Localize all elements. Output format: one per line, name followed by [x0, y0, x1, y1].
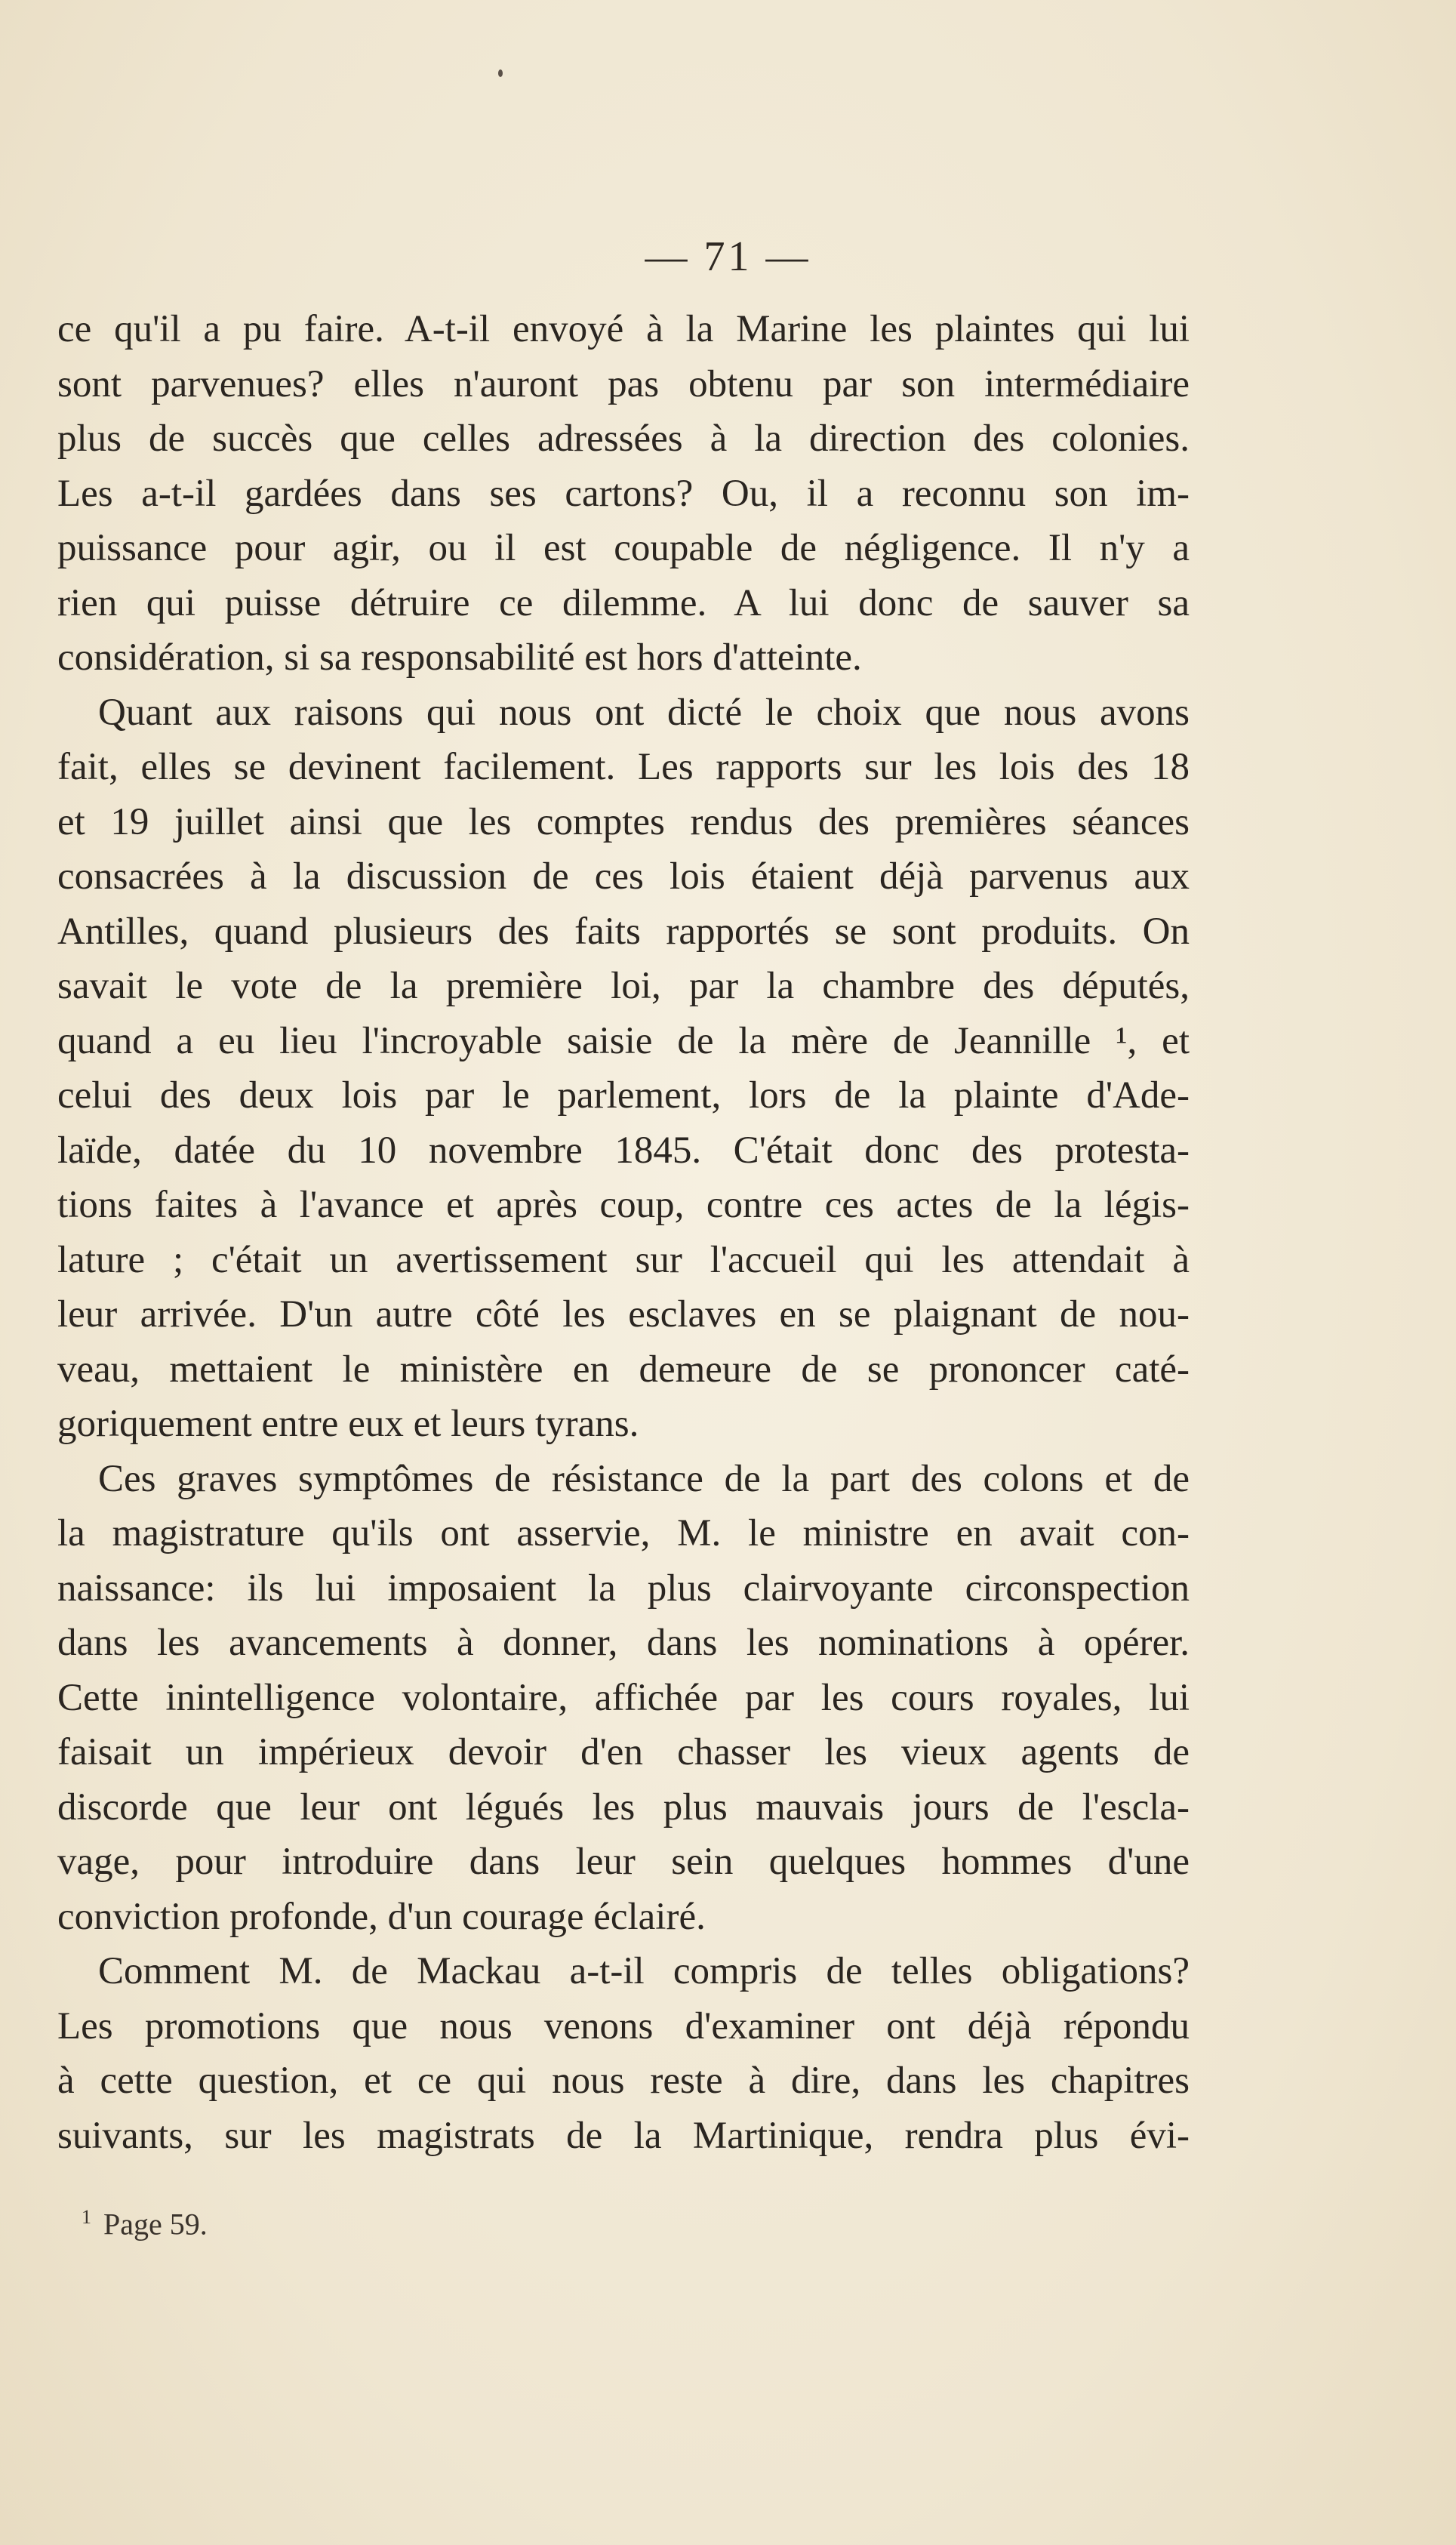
- text-line: sont parvenues? elles n'auront pas obtenu par son intermédiaire: [57, 362, 1190, 405]
- text-line: veau, mettaient le ministère en demeure de se prononcer caté-: [57, 1348, 1190, 1391]
- text-line: et 19 juillet ainsi que les comptes rendus des premières séances: [57, 800, 1190, 843]
- text-line: conviction profonde, d'un courage éclairé.: [57, 1895, 706, 1938]
- text-line: dans les avancements à donner, dans les nominations à opérer.: [57, 1622, 1190, 1664]
- text-line: tions faites à l'avance et après coup, contre ces actes de la légis-: [57, 1184, 1190, 1226]
- text-line: la magistrature qu'ils ont asservie, M. le ministre en avait con-: [57, 1512, 1190, 1554]
- ink-speck: [498, 69, 503, 77]
- text-line: quand a eu lieu l'incroyable saisie de la mère de Jeannille ¹, et: [57, 1019, 1190, 1062]
- text-line: savait le vote de la première loi, par la chambre des députés,: [57, 965, 1190, 1007]
- text-line: lature ; c'était un avertissement sur l'accueil qui les attendait à: [57, 1238, 1190, 1281]
- text-line: Ces graves symptômes de résistance de la part des colons et de: [98, 1457, 1190, 1500]
- text-line: puissance pour agir, ou il est coupable de négligence. Il n'y a: [57, 527, 1190, 569]
- body-text: [57, 302, 1190, 2163]
- text-line: Antilles, quand plusieurs des faits rapportés se sont produits. On: [57, 910, 1190, 953]
- text-line: laïde, datée du 10 novembre 1845. C'était donc des protesta-: [57, 1129, 1190, 1172]
- text-line: naissance: ils lui imposaient la plus clairvoyante circonspection: [57, 1567, 1190, 1610]
- text-line: Les promotions que nous venons d'examiner ont déjà répondu: [57, 2004, 1190, 2047]
- page-number: — 71 —: [645, 233, 811, 280]
- footnote-text: Page 59.: [103, 2207, 208, 2242]
- text-line: discorde que leur ont légués les plus mauvais jours de l'escla-: [57, 1786, 1190, 1829]
- text-line: à cette question, et ce qui nous reste à dire, dans les chapitres: [57, 2060, 1190, 2102]
- text-line: suivants, sur les magistrats de la Martinique, rendra plus évi-: [57, 2114, 1190, 2157]
- text-line: consacrées à la discussion de ces lois étaient déjà parvenus aux: [57, 855, 1190, 898]
- text-line: rien qui puisse détruire ce dilemme. A lui donc de sauver sa: [57, 581, 1190, 624]
- text-line: faisait un impérieux devoir d'en chasser les vieux agents de: [57, 1731, 1190, 1773]
- text-line: Quant aux raisons qui nous ont dicté le choix que nous avons: [98, 691, 1190, 734]
- text-line: Cette inintelligence volontaire, affichée par les cours royales, lui: [57, 1676, 1190, 1719]
- text-line: considération, si sa responsabilité est hors d'atteinte.: [57, 636, 862, 679]
- footnote-marker: 1: [82, 2206, 91, 2228]
- text-line: Comment M. de Mackau a-t-il compris de telles obligations?: [98, 1950, 1190, 1992]
- text-line: vage, pour introduire dans leur sein quelques hommes d'une: [57, 1841, 1190, 1883]
- text-line: Les a-t-il gardées dans ses cartons? Ou, il a reconnu son im-: [57, 472, 1190, 515]
- text-line: plus de succès que celles adressées à la direction des colonies.: [57, 417, 1190, 460]
- text-line: fait, elles se devinent facilement. Les rapports sur les lois des 18: [57, 746, 1190, 788]
- text-line: goriquement entre eux et leurs tyrans.: [57, 1403, 639, 1445]
- text-line: leur arrivée. D'un autre côté les esclaves en se plaignant de nou-: [57, 1293, 1190, 1336]
- text-line: celui des deux lois par le parlement, lors de la plainte d'Ade-: [57, 1074, 1190, 1117]
- footnote: [82, 2206, 208, 2242]
- text-line: ce qu'il a pu faire. A-t-il envoyé à la Marine les plaintes qui lui: [57, 308, 1190, 350]
